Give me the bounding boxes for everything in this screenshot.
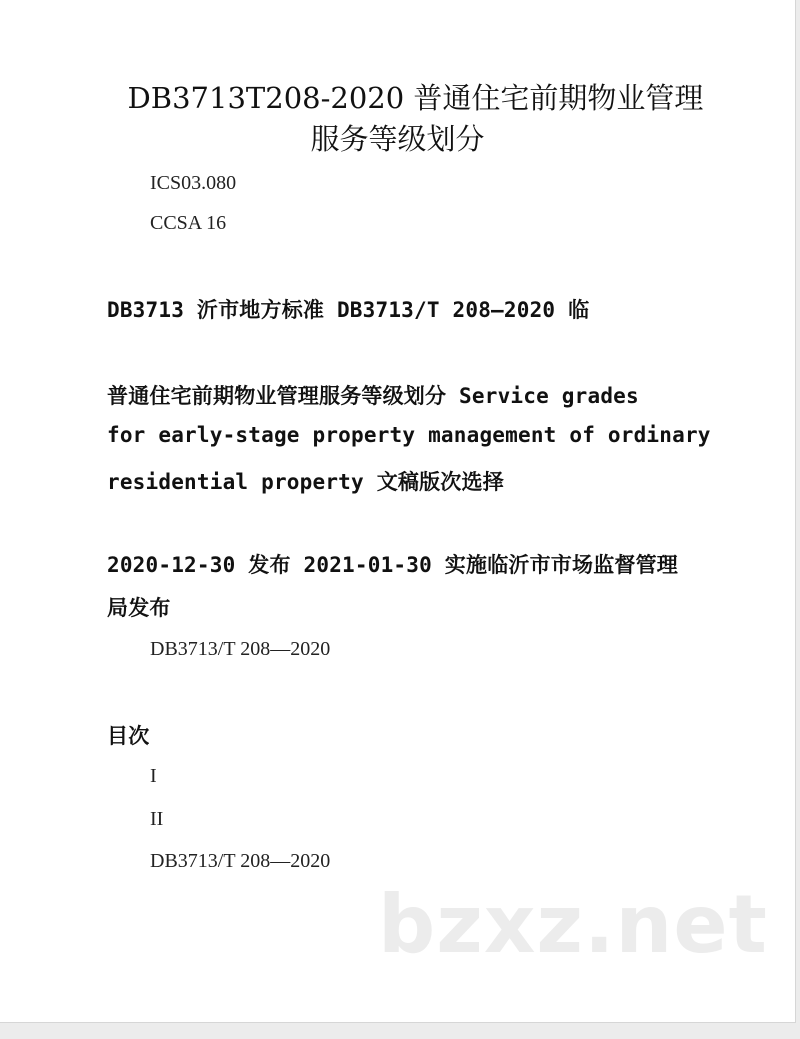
standard-name-line-2: for early-stage property management of ordinary [107,423,711,447]
toc-heading: 目次 [107,724,150,748]
standard-name-line-1: 普通住宅前期物业管理服务等级划分 Service grades [107,384,639,408]
dates-line-1: 2020-12-30 发布 2021-01-30 实施临沂市市场监督管理 [107,553,678,577]
watermark-logo: bzxz.net [378,878,768,971]
standard-line: DB3713 沂市地方标准 DB3713/T 208—2020 临 [107,298,590,322]
ics-code: ICS03.080 [150,172,237,194]
document-title-line-2: 服务等级划分 [310,122,485,156]
ccs-code: CCSA 16 [150,212,227,234]
toc-item: I [150,765,157,787]
standard-name-line-3: residential property 文稿版次选择 [107,470,504,494]
toc-item: DB3713/T 208—2020 [150,850,331,872]
dates-line-2: 局发布 [107,596,171,620]
standard-code: DB3713/T 208—2020 [150,638,331,660]
document-title-line-1: DB3713T208-2020 普通住宅前期物业管理 [127,81,704,115]
toc-item: II [150,808,164,830]
